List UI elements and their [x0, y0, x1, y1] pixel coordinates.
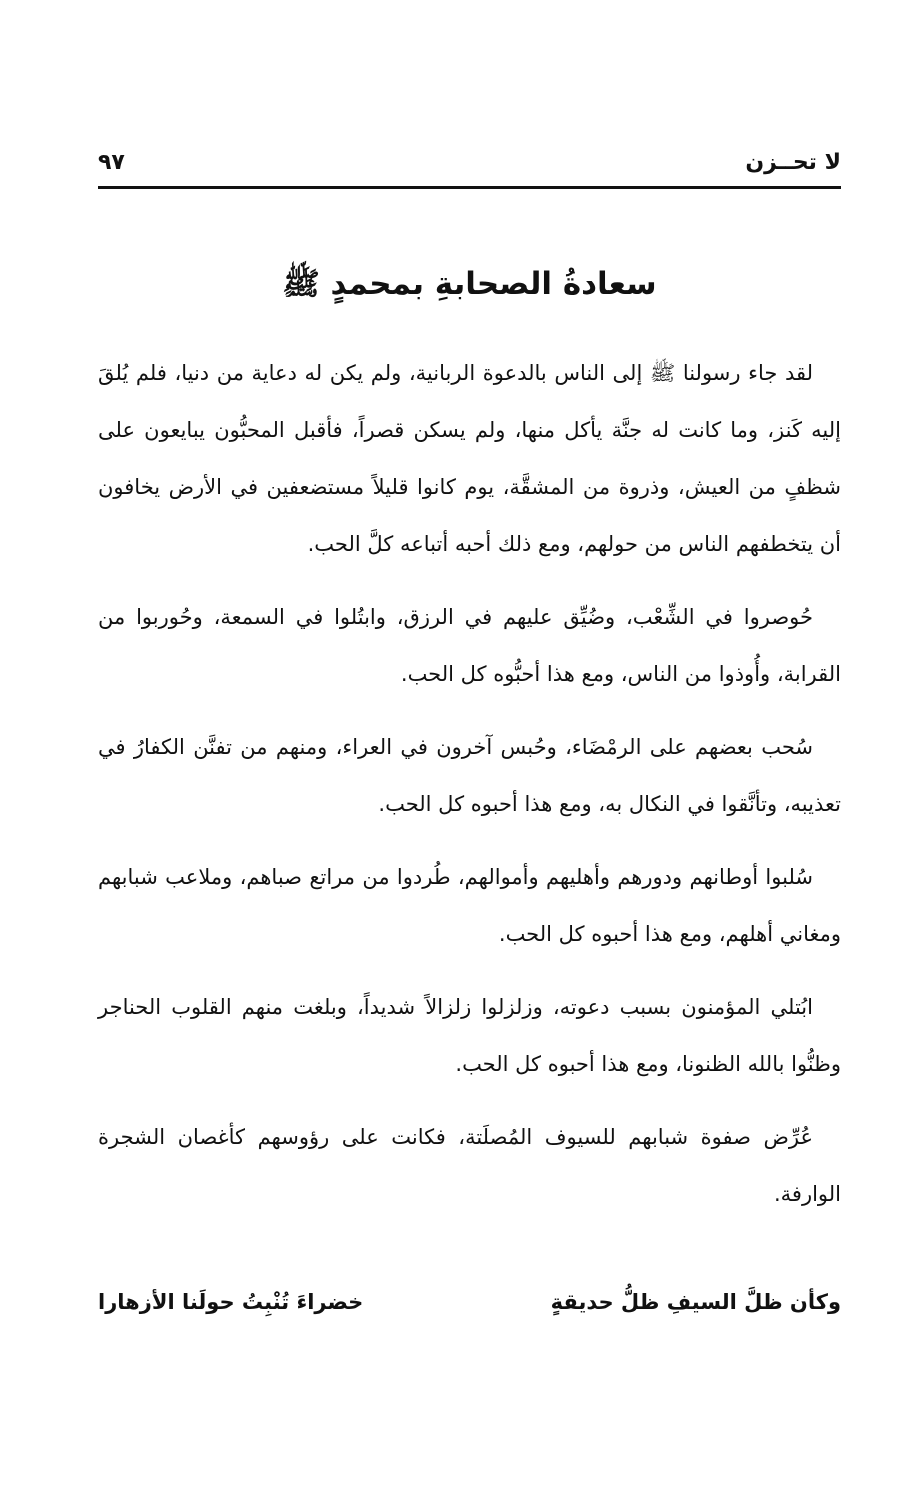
book-title: لا تحــزن [745, 150, 841, 175]
verse-second-hemistich: خضراءَ تُنْبِتُ حولَنا الأزهارا [98, 1290, 364, 1314]
running-header [98, 150, 841, 190]
verse-first-hemistich: وكأن ظلَّ السيفِ ظلُّ حديقةٍ [550, 1290, 841, 1314]
page-number: ٩٧ [98, 150, 125, 175]
header-divider [98, 186, 841, 189]
poetry-verse [98, 1290, 841, 1330]
paragraph-5: ابُتلي المؤمنون بسبب دعوته، وزلزلوا زلزالاً شديداً، وبلغت منهم القلوب الحناجر وظنُّوا بالله الظنونا، ومع هذا أحبوه كل الحب. [98, 995, 841, 1076]
paragraph-1: لقد جاء رسولنا ﷺ إلى الناس بالدعوة الربانية، ولم يكن له دعاية من دنيا، فلم يُلقَ إليه كَنز، وما كانت له جنَّة يأكل منها، ولم يسكن قصراً، فأقبل المحبُّون يبايعون على شظفٍ من العيش، وذروة من المشقَّة، يوم كانوا قليلاً مستضعفين في الأرض يخافون أن يتخطفهم الناس من حولهم، ومع ذلك أحبه أتباعه كلَّ الحب. [98, 361, 841, 556]
paragraph-2: حُوصروا في الشِّعْب، وضُيِّق عليهم في الرزق، وابتُلوا في السمعة، وحُوربوا من القرابة، وأُوذوا من الناس، ومع هذا أحبُّوه كل الحب. [98, 605, 841, 686]
paragraph-3: سُحب بعضهم على الرمْضَاء، وحُبس آخرون في العراء، ومنهم من تفنَّن الكفارُ في تعذيبه، وتأنَّقوا في النكال به، ومع هذا أحبوه كل الحب. [98, 735, 841, 816]
chapter-title: سعادةُ الصحابةِ بمحمدٍ ﷺ [282, 266, 657, 302]
body-text [98, 345, 841, 1239]
paragraph-4: سُلبوا أوطانهم ودورهم وأهليهم وأموالهم، طُردوا من مراتع صباهم، وملاعب شبابهم ومغاني أهلهم، ومع هذا أحبوه كل الحب. [98, 865, 841, 946]
paragraph-6: عُرِّض صفوة شبابهم للسيوف المُصلَتة، فكانت على رؤوسهم كأغصان الشجرة الوارفة. [98, 1125, 841, 1206]
